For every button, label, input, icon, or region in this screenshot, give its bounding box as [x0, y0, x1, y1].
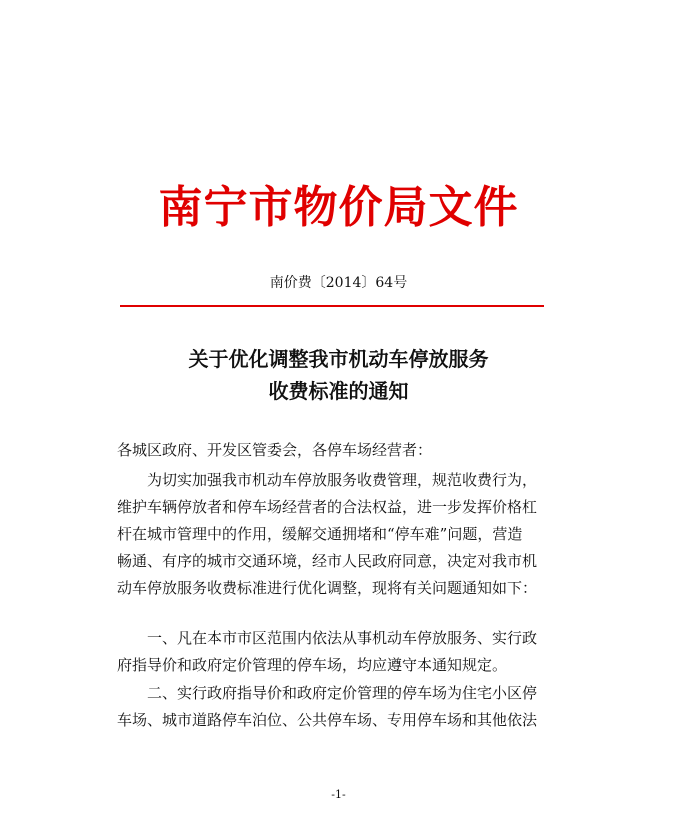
paragraph-line: 维护车辆停放者和停车场经营者的合法权益，进一步发挥价格杠 — [117, 498, 538, 516]
page-number: -1- — [331, 788, 346, 801]
paragraph-article-1 — [117, 628, 555, 682]
notice-title — [0, 343, 677, 407]
paragraph-intro — [117, 470, 555, 605]
paragraph-line: 畅通、有序的城市交通环境，经市人民政府同意，决定对我市机 — [117, 552, 538, 570]
paragraph-line: 府指导价和政府定价管理的停车场，均应遵守本通知规定。 — [117, 656, 508, 674]
red-divider-line — [120, 305, 544, 307]
paragraph-article-2 — [117, 683, 555, 737]
paragraph-line: 杆在城市管理中的作用，缓解交通拥堵和“停车难”问题，营造 — [117, 525, 523, 543]
notice-title-line-2: 收费标准的通知 — [268, 379, 409, 403]
paragraph-line: 车场、城市道路停车泊位、公共停车场、专用停车场和其他依法 — [117, 711, 538, 729]
agency-header-title: 南宁市物价局文件 — [158, 182, 519, 233]
paragraph-line: 一、凡在本市市区范围内依法从事机动车停放服务、实行政 — [147, 629, 538, 647]
paragraph-line: 动车停放服务收费标准进行优化调整，现将有关问题通知如下： — [117, 579, 538, 597]
paragraph-line: 为切实加强我市机动车停放服务收费管理，规范收费行为， — [147, 471, 538, 489]
document-number: 南价费〔2014〕64号 — [269, 275, 408, 291]
recipient-line: 各城区政府、开发区管委会，各停车场经营者： — [117, 441, 433, 459]
paragraph-line: 二、实行政府指导价和政府定价管理的停车场为住宅小区停 — [147, 684, 538, 702]
notice-title-line-1: 关于优化调整我市机动车停放服务 — [188, 347, 489, 371]
